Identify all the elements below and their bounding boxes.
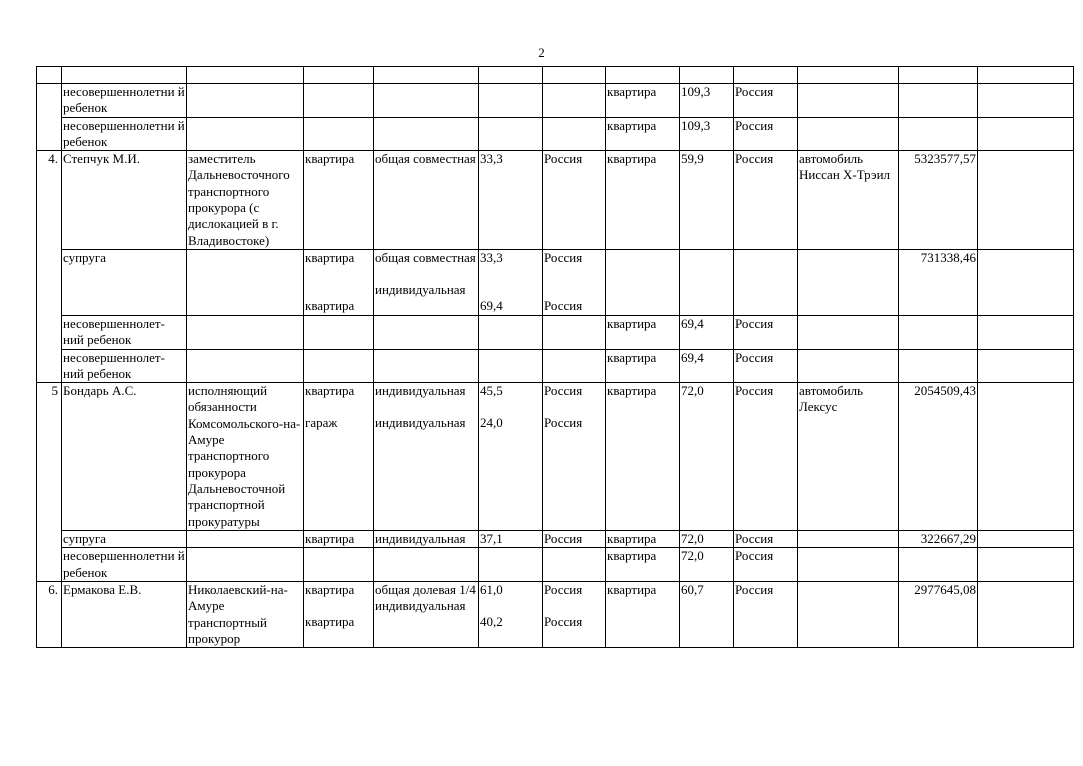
source-cell [978,582,1074,648]
source-cell [978,531,1074,548]
own-kind-cell [374,548,479,582]
table-row [37,117,1074,151]
own-type-1: квартира [305,249,355,265]
table-cell [899,67,978,84]
own-type-cell: квартира [304,151,374,250]
own-area-cell [479,315,543,349]
name-cell: Ермакова Е.В. [62,582,187,648]
relation-cell: несовершеннолетни й ребенок [63,117,185,149]
position-cell [187,249,304,315]
own-area-cell [479,349,543,383]
own-area-cell [479,117,543,151]
own-country-2: Россия [544,614,583,630]
use-country-cell: Россия [734,349,798,383]
position-cell [187,349,304,383]
row-number-cell [37,84,62,151]
own-area-2: 69,4 [480,298,503,314]
own-kind-cell [374,315,479,349]
income-cell: 322667,29 [899,531,978,548]
use-type-cell: квартира [606,383,680,531]
table-row [37,249,1074,315]
use-area-cell: 60,7 [680,582,734,648]
own-type-2: квартира [305,614,355,630]
use-country-cell: Россия [734,383,798,531]
table-cell [606,67,680,84]
own-type-cell [304,349,374,383]
use-type-cell: квартира [606,151,680,250]
position-cell [187,117,304,151]
own-area-cell [479,84,543,118]
own-kind-cell: общая совместная [374,151,479,250]
table-row [37,84,1074,118]
declarations-table [36,66,1074,648]
own-kind-cell [374,117,479,151]
table-cell [304,67,374,84]
source-cell [978,315,1074,349]
own-country-cell [543,315,606,349]
table-cell [543,67,606,84]
vehicle-cell [798,349,899,383]
own-country-cell [543,349,606,383]
row-number-cell: 6. [37,582,62,648]
own-type-cell [304,383,374,531]
income-cell: 5323577,57 [899,151,978,250]
position-cell: заместитель Дальневосточного транспортного прокурора (с дислокацией в г. Владивостоке) [187,151,304,250]
use-country-cell: Россия [734,84,798,118]
use-country-cell: Россия [734,548,798,582]
own-country-cell [543,249,606,315]
own-area-cell [479,582,543,648]
own-type-cell [304,315,374,349]
use-area-cell: 109,3 [680,117,734,151]
own-country-cell [543,383,606,531]
relation-cell: несовершеннолет-ний ребенок [62,315,187,349]
table-cell [374,67,479,84]
table-cell [734,67,798,84]
own-area-cell [479,249,543,315]
page-number: 2 [538,45,545,60]
row-number-cell: 4. [37,151,62,383]
income-cell: 2977645,08 [899,582,978,648]
own-type-cell [304,117,374,151]
own-kind-1: индивидуальная [375,383,466,399]
table-row-header-remnant [37,67,1074,84]
source-cell [978,349,1074,383]
source-cell [978,117,1074,151]
own-area-1: 33,3 [480,249,503,265]
table-row [37,315,1074,349]
position-cell [187,531,304,548]
table-row [37,548,1074,582]
income-cell: 2054509,43 [899,383,978,531]
own-kind-2: индивидуальная [375,598,466,614]
own-kind-cell [374,249,479,315]
table-cell [680,67,734,84]
own-kind-cell [374,582,479,648]
use-area-cell: 72,0 [680,531,734,548]
own-kind-cell: индивидуальная [374,531,479,548]
own-country-cell [543,117,606,151]
income-cell [899,349,978,383]
use-area-cell: 72,0 [680,548,734,582]
own-type-cell: квартира [304,531,374,548]
own-country-cell: Россия [543,151,606,250]
table-cell [62,67,187,84]
relation-cell: супруга [62,249,187,315]
relation-cell: несовершеннолетни й ребенок [63,548,185,580]
source-cell [978,383,1074,531]
own-country-cell [543,84,606,118]
own-area-2: 40,2 [480,614,503,630]
own-country-cell [543,582,606,648]
own-type-2: гараж [305,415,338,431]
use-type-cell: квартира [606,349,680,383]
own-type-2: квартира [305,298,355,314]
relation-cell: несовершеннолет-ний ребенок [62,349,187,383]
own-kind-1: общая совместная [375,249,476,265]
source-cell [978,548,1074,582]
use-area-cell: 69,4 [680,315,734,349]
row-number-cell: 5 [37,383,62,582]
vehicle-cell [798,582,899,648]
position-cell: Николаевский-на-Амуре транспортный прокурор [187,582,304,648]
own-country-cell: Россия [543,531,606,548]
source-cell [978,249,1074,315]
vehicle-cell: автомобиль Лексус [798,383,899,531]
relation-cell: несовершеннолетни й ребенок [63,84,185,116]
use-type-cell: квартира [606,315,680,349]
own-kind-cell [374,349,479,383]
vehicle-cell [798,315,899,349]
own-country-2: Россия [544,298,583,314]
vehicle-cell [798,84,899,118]
use-country-cell: Россия [734,531,798,548]
use-country-cell [734,249,798,315]
table-row [37,151,1074,250]
own-area-1: 61,0 [480,582,503,598]
use-area-cell: 109,3 [680,84,734,118]
own-country-1: Россия [544,249,583,265]
use-type-cell: квартира [606,548,680,582]
own-type-1: квартира [305,383,355,399]
vehicle-cell: автомобиль Ниссан Х-Трэил [798,151,899,250]
relation-cell: супруга [62,531,187,548]
use-country-cell: Россия [734,315,798,349]
position-cell [187,315,304,349]
name-cell: Бондарь А.С. [62,383,187,531]
income-cell [899,548,978,582]
use-type-cell: квартира [606,117,680,151]
table-cell [37,67,62,84]
position-cell [187,84,304,118]
own-country-1: Россия [544,383,583,399]
vehicle-cell [798,548,899,582]
own-type-cell [304,249,374,315]
own-type-cell [304,548,374,582]
vehicle-cell [798,117,899,151]
use-type-cell: квартира [606,84,680,118]
own-area-cell: 37,1 [479,531,543,548]
own-area-2: 24,0 [480,415,503,431]
income-cell: 731338,46 [899,249,978,315]
own-area-1: 45,5 [480,383,503,399]
use-area-cell [680,249,734,315]
use-country-cell: Россия [734,151,798,250]
own-country-2: Россия [544,415,583,431]
own-area-cell [479,383,543,531]
use-type-cell [606,249,680,315]
own-kind-1: общая долевая 1/4 [375,582,476,598]
use-country-cell: Россия [734,117,798,151]
table-cell [187,67,304,84]
use-country-cell: Россия [734,582,798,648]
table-row [37,582,1074,648]
source-cell [978,84,1074,118]
use-type-cell: квартира [606,582,680,648]
own-type-cell [304,582,374,648]
table-row [37,349,1074,383]
own-country-1: Россия [544,582,583,598]
vehicle-cell [798,249,899,315]
table-row [37,531,1074,548]
table-row [37,383,1074,531]
own-kind-2: индивидуальная [375,415,466,431]
income-cell [899,117,978,151]
own-type-cell [304,84,374,118]
own-area-cell [479,548,543,582]
own-area-cell: 33,3 [479,151,543,250]
own-country-cell [543,548,606,582]
own-type-1: квартира [305,582,355,598]
source-cell [978,151,1074,250]
position-cell: исполняющий обязанности Комсомольского-на-Амуре транспортного прокурора Дальневосточной транспортной прокуратуры [187,383,304,531]
table-cell [978,67,1074,84]
position-cell [187,548,304,582]
own-kind-cell [374,383,479,531]
use-area-cell: 72,0 [680,383,734,531]
use-type-cell: квартира [606,531,680,548]
vehicle-cell [798,531,899,548]
own-kind-2: индивидуальная [375,282,466,298]
table-cell [479,67,543,84]
use-area-cell: 59,9 [680,151,734,250]
use-area-cell: 69,4 [680,349,734,383]
own-kind-cell [374,84,479,118]
name-cell: Степчук М.И. [62,151,187,250]
income-cell [899,315,978,349]
income-cell [899,84,978,118]
table-cell [798,67,899,84]
